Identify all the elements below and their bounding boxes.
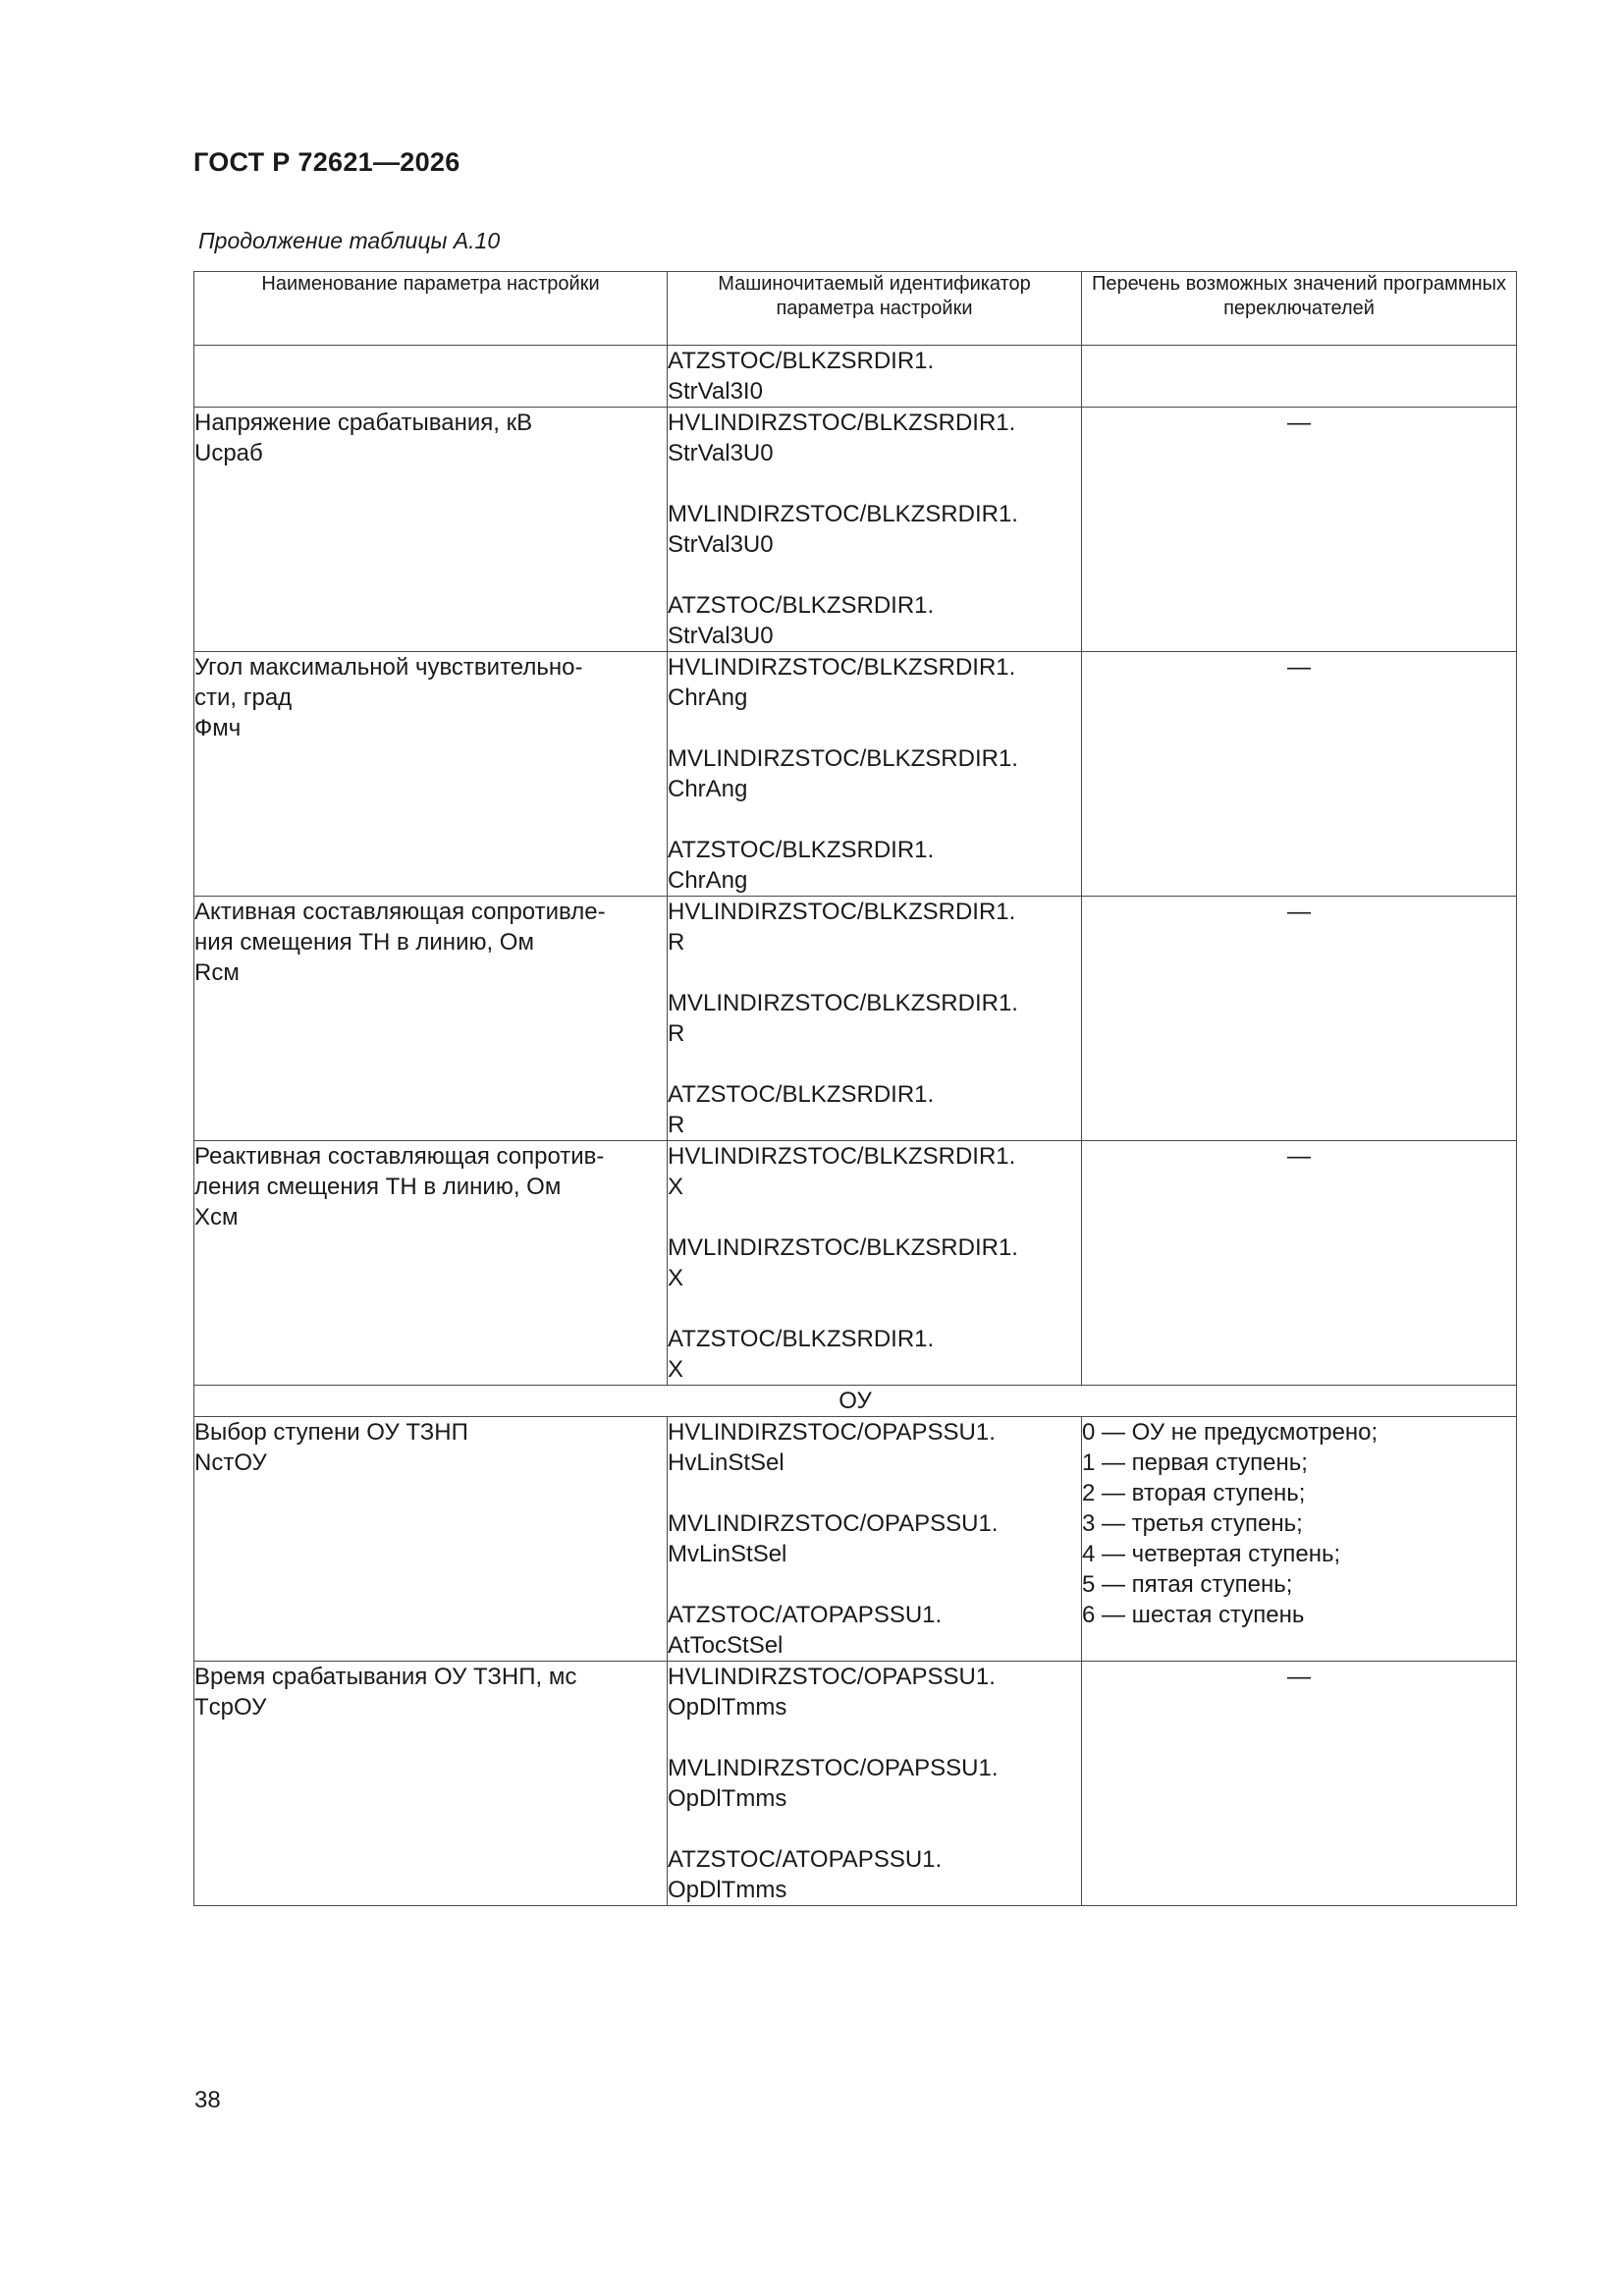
values-cell [1082,1662,1517,1906]
value-line: — [1287,1664,1311,1690]
parameter-name-line: NстОУ [194,1449,267,1476]
table-row [194,897,1517,1141]
parameter-name-cell [194,897,668,1141]
identifier-line: ChrAng [668,776,748,802]
identifier-line: ATZSTOC/BLKZSRDIR1. [668,592,935,619]
values-cell [1082,1141,1517,1386]
parameter-name-cell [194,1662,668,1906]
identifier-line: R [668,1112,685,1138]
identifier-cell [668,1141,1082,1386]
value-line: — [1287,410,1311,436]
table-row [194,346,1517,408]
parameter-name-cell [194,346,668,408]
identifier-line: AtTocStSel [668,1632,784,1659]
table-row [194,652,1517,897]
parameter-name-cell [194,652,668,897]
identifier-line: ATZSTOC/ATOPAPSSU1. [668,1846,943,1873]
table-row [194,1141,1517,1386]
identifier-block [668,1662,1081,1722]
parameter-name-cell [194,408,668,652]
identifier-line: OpDlTmms [668,1877,787,1903]
parameter-name-line: ния смещения ТН в линию, Ом [194,929,534,956]
value-line: 5 — пятая ступень; [1082,1571,1293,1598]
table-row [194,1417,1517,1662]
identifier-line: OpDlTmms [668,1694,787,1721]
identifier-block [668,1324,1081,1385]
identifier-block [668,1079,1081,1140]
value-line: — [1287,1143,1311,1170]
identifier-line: HvLinStSel [668,1449,784,1476]
table-row [194,1662,1517,1906]
parameter-name-line: Xсм [194,1204,239,1230]
identifier-line: R [668,1020,685,1047]
table-header-row [194,272,1517,346]
parameter-name-line: Угол максимальной чувствительно- [194,654,583,681]
values-cell [1082,897,1517,1141]
identifier-block [668,1844,1081,1905]
identifier-block [668,590,1081,651]
parameter-name-line: Напряжение срабатывания, кВ [194,410,533,436]
identifier-block [668,743,1081,804]
identifier-line: ATZSTOC/BLKZSRDIR1. [668,348,935,374]
value-line: 1 — первая ступень; [1082,1449,1308,1476]
identifier-line: HVLINDIRZSTOC/BLKZSRDIR1. [668,899,1016,925]
identifier-cell [668,346,1082,408]
parameters-table [193,271,1517,1906]
parameter-name-line: Rсм [194,959,240,986]
section-label: ОУ [194,1386,1517,1417]
identifier-block [668,1508,1081,1569]
identifier-block [668,897,1081,957]
identifier-block [668,1753,1081,1814]
identifier-line: X [668,1174,684,1200]
identifier-line: MVLINDIRZSTOC/OPAPSSU1. [668,1755,999,1781]
value-line: — [1287,899,1311,925]
identifier-block [668,988,1081,1049]
identifier-line: ATZSTOC/BLKZSRDIR1. [668,1326,935,1352]
identifier-line: ATZSTOC/BLKZSRDIR1. [668,837,935,863]
section-row [194,1386,1517,1417]
identifier-line: HVLINDIRZSTOC/OPAPSSU1. [668,1419,996,1446]
parameter-name-line: TсрОУ [194,1694,267,1721]
identifier-block [668,408,1081,468]
parameter-name-line: Время срабатывания ОУ ТЗНП, мс [194,1664,577,1690]
value-line: 3 — третья ступень; [1082,1510,1303,1537]
values-cell [1082,346,1517,408]
identifier-line: MvLinStSel [668,1541,787,1567]
identifier-cell [668,1662,1082,1906]
identifier-line: ChrAng [668,867,748,894]
column-header-identifier: Машиночитаемый идентификатор параметра настройки [668,272,1082,346]
identifier-block [668,1232,1081,1293]
identifier-line: ChrAng [668,684,748,711]
identifier-cell [668,652,1082,897]
identifier-line: OpDlTmms [668,1785,787,1812]
identifier-block [668,1600,1081,1661]
page-number: 38 [194,2087,221,2113]
document-header-title: ГОСТ Р 72621—2026 [193,147,460,177]
identifier-line: StrVal3U0 [668,440,774,466]
table-row [194,408,1517,652]
identifier-block [668,652,1081,713]
identifier-line: HVLINDIRZSTOC/OPAPSSU1. [668,1664,996,1690]
parameter-name-cell [194,1141,668,1386]
identifier-line: MVLINDIRZSTOC/BLKZSRDIR1. [668,501,1018,527]
identifier-line: X [668,1356,684,1383]
column-header-values: Перечень возможных значений программных переключателей [1082,272,1517,346]
identifier-line: MVLINDIRZSTOC/BLKZSRDIR1. [668,1234,1018,1261]
identifier-line: ATZSTOC/ATOPAPSSU1. [668,1602,943,1628]
identifier-line: MVLINDIRZSTOC/OPAPSSU1. [668,1510,999,1537]
values-cell [1082,652,1517,897]
table-caption: Продолжение таблицы А.10 [198,228,501,253]
identifier-cell [668,1417,1082,1662]
identifier-line: R [668,929,685,956]
identifier-line: StrVal3U0 [668,531,774,558]
identifier-line: HVLINDIRZSTOC/BLKZSRDIR1. [668,410,1016,436]
value-line: 2 — вторая ступень; [1082,1480,1306,1506]
identifier-line: X [668,1265,684,1291]
parameter-name-cell [194,1417,668,1662]
parameter-name-line: сти, град [194,684,293,711]
identifier-line: MVLINDIRZSTOC/BLKZSRDIR1. [668,745,1018,772]
identifier-block [668,346,1081,407]
identifier-line: HVLINDIRZSTOC/BLKZSRDIR1. [668,1143,1016,1170]
value-line: — [1287,654,1311,681]
identifier-cell [668,408,1082,652]
identifier-block [668,835,1081,896]
identifier-block [668,499,1081,560]
value-line: 0 — ОУ не предусмотрено; [1082,1419,1379,1446]
identifier-line: MVLINDIRZSTOC/BLKZSRDIR1. [668,990,1018,1016]
parameter-name-line: Выбор ступени ОУ ТЗНП [194,1419,468,1446]
parameter-name-line: Реактивная составляющая сопротив- [194,1143,605,1170]
identifier-line: HVLINDIRZSTOC/BLKZSRDIR1. [668,654,1016,681]
parameter-name-line: Активная составляющая сопротивле- [194,899,606,925]
value-line: 4 — четвертая ступень; [1082,1541,1341,1567]
parameter-name-line: ления смещения ТН в линию, Ом [194,1174,562,1200]
identifier-cell [668,897,1082,1141]
parameter-name-line: Uсраб [194,440,263,466]
identifier-line: StrVal3I0 [668,378,763,405]
identifier-block [668,1417,1081,1478]
column-header-name: Наименование параметра настройки [194,272,668,346]
identifier-line: ATZSTOC/BLKZSRDIR1. [668,1081,935,1108]
parameter-name-line: Фмч [194,715,242,741]
values-cell [1082,1417,1517,1662]
values-cell [1082,408,1517,652]
identifier-line: StrVal3U0 [668,623,774,649]
value-line: 6 — шестая ступень [1082,1602,1305,1628]
identifier-block [668,1141,1081,1202]
